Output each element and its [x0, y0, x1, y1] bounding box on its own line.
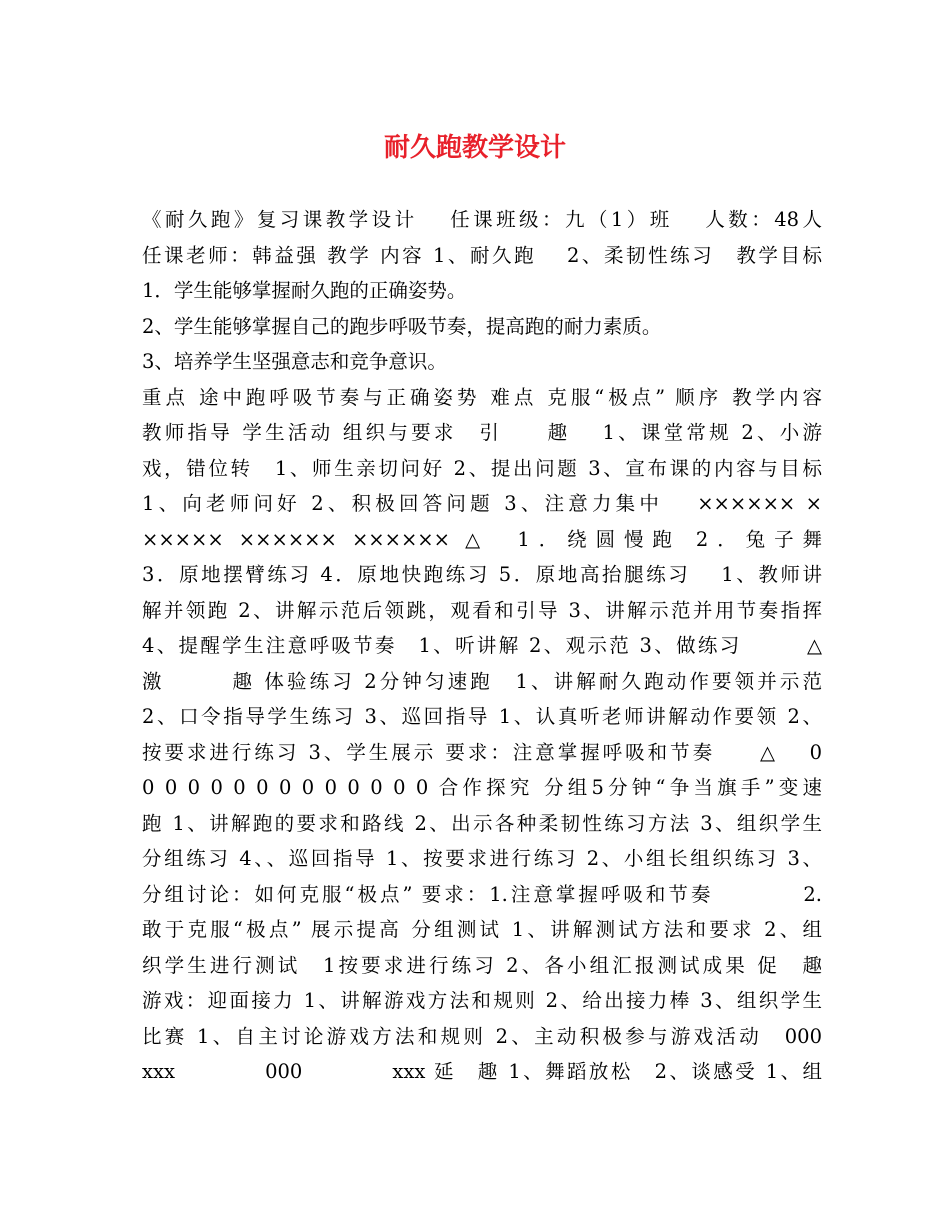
body-line: 比赛 1、自主讨论游戏方法和规则 2、主动积极参与游戏活动 000: [142, 1024, 822, 1048]
body-line: 教师指导 学生活动 组织与要求 引 趣 1、课堂常规 2、小游: [142, 421, 822, 444]
body-line: 任课老师：韩益强 教学 内容 1、耐久跑 2、柔韧性练习 教学目标: [142, 243, 822, 267]
body-line: 1、向老师问好 2、积极回答问题 3、注意力集中 ×××××× ×: [142, 492, 822, 515]
body-line: 织学生进行测试 1按要求进行练习 2、各小组汇报测试成果 促 趣: [142, 953, 822, 977]
body-line: 1．学生能够掌握耐久跑的正确姿势。: [142, 279, 467, 302]
body-line: 3．原地摆臂练习 4．原地快跑练习 5．原地高抬腿练习 1、教师讲: [142, 563, 822, 586]
body-line: 重点 途中跑呼吸节奏与正确姿势 难点 克服“极点” 顺序 教学内容: [142, 385, 822, 409]
body-line: 4、提醒学生注意呼吸节奏 1、听讲解 2、观示范 3、做练习 △: [142, 634, 822, 657]
body-line: 敢于克服“极点” 展示提高 分组测试 1、讲解测试方法和要求 2、组: [142, 918, 822, 941]
body-line: 分组讨论：如何克服“极点” 要求：1.注意掌握呼吸和节奏 2.: [142, 882, 822, 906]
body-line: ××××× ×××××× ×××××× △ 1．绕圆慢跑 2．兔子舞: [142, 527, 822, 551]
document-title: 耐久跑教学设计: [383, 133, 566, 163]
body-line: 3、培养学生坚强意志和竞争意识。: [142, 350, 447, 373]
body-line: 戏，错位转 1、师生亲切问好 2、提出问题 3、宣布课的内容与目标: [142, 456, 822, 480]
body-line: 2、学生能够掌握自己的跑步呼吸节奏，提高跑的耐力素质。: [142, 314, 662, 338]
body-line: xxx 000 xxx 延 趣 1、舞蹈放松 2、谈感受 1、组: [142, 1060, 822, 1083]
body-line: 解并领跑 2、讲解示范后领跳，观看和引导 3、讲解示范并用节奏指挥: [142, 598, 822, 622]
body-line: 跑 1、讲解跑的要求和路线 2、出示各种柔韧性练习方法 3、组织学生: [142, 811, 822, 835]
document-body: [142, 202, 822, 1090]
body-line: 按要求进行练习 3、学生展示 要求：注意掌握呼吸和节奏 △ 0: [142, 740, 822, 764]
body-line: 2、口令指导学生练习 3、巡回指导 1、认真听老师讲解动作要领 2、: [142, 705, 822, 728]
body-line: 激 趣 体验练习 2分钟匀速跑 1、讲解耐久跑动作要领并示范: [142, 669, 822, 693]
body-line: 《耐久跑》复习课教学设计 任课班级：九（1）班 人数：48人: [142, 208, 822, 231]
body-line: 分组练习 4、、巡回指导 1、按要求进行练习 2、小组长组织练习 3、: [142, 847, 822, 870]
body-line: 游戏：迎面接力 1、讲解游戏方法和规则 2、给出接力棒 3、组织学生: [142, 989, 822, 1012]
body-line: 0 0 0 0 0 0 0 0 0 0 0 0 0 合作探究 分组5分钟“争当旗手”变速: [142, 776, 822, 799]
